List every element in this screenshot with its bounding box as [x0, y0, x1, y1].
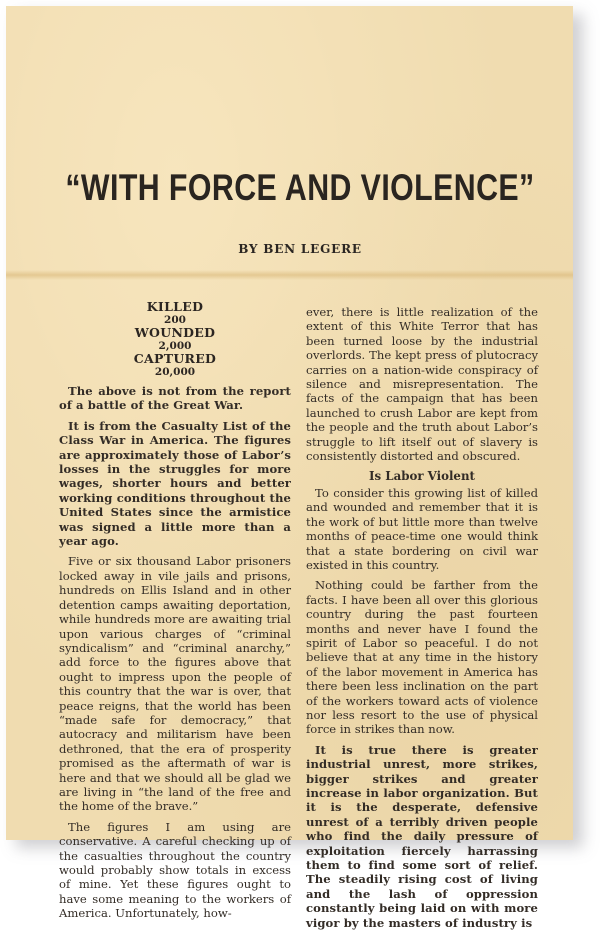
paragraph: It is from the Casualty List of the Class War in America. The figures are approximately those of Labor’s losses in the struggles for more wages, shorter hours and better working conditions throughout the United States since the armistice was signed a little more than a year ago. — [59, 418, 291, 549]
document-title: “WITH FORCE AND VIOLENCE” — [65, 167, 535, 208]
casualty-value-killed: 200 — [164, 314, 186, 326]
paragraph: Five or six thousand Labor prisoners locked away in vile jails and prisons, hundreds on Ellis Island and in other detention camps awaiting deportation, while hundreds more are awaiting trial upon various charges of “criminal syndicalism” and “criminal anarchy,” add force to the figures above that ought to impress upon the people of this country that the war is over, that peace reigns, that the world has been “made safe for democracy,” that autocracy and militarism have been dethroned, that the era of prosperity promised as the aftermath of war is here and that we should all be glad we are living in “the land of the free and the home of the brave.” — [59, 554, 291, 814]
paragraph: Nothing could be farther from the facts. I have been all over this glorious country during the past fourteen months and never have I found the spirit of Labor so peaceful. I do not believe that at any time in the history of the labor movement in America has there been less inclination on the part of the workers toward acts of violence nor less resort to the use of physical force in strikes than now. — [306, 578, 538, 737]
casualty-list — [59, 300, 291, 378]
right-column — [306, 305, 538, 936]
section-heading: Is Labor Violent — [369, 469, 475, 484]
paragraph: The above is not from the report of a battle of the Great War. — [59, 384, 291, 413]
casualty-label-killed: KILLED — [146, 299, 204, 314]
paragraph: To consider this growing list of killed and wounded and remember that it is the work of but little more than twelve months of peace-time one would think that a state bordering on civil war existed in this country. — [306, 485, 538, 572]
casualty-label-captured: CAPTURED — [133, 351, 217, 366]
casualty-label-wounded: WOUNDED — [134, 325, 216, 340]
left-column — [59, 300, 291, 927]
byline: BY BEN LEGERE — [238, 242, 362, 256]
paragraph: The figures I am using are conservative. A careful checking up of the casualties throughout the country would probably show totals in excess of mine. Yet these figures ought to have some meaning to the workers of America. Unfortunately, how- — [59, 819, 291, 921]
paper-fold-crease — [6, 270, 573, 280]
paragraph-continuation: ever, there is little realization of the extent of this White Terror that has been turned loose by the industrial overlords. The kept press of plutocracy carries on a nation-wide conspiracy of silence and misrepresentation. The facts of the campaign that has been launched to crush Labor are kept from the people and the truth about Labor’s struggle to lift itself out of slavery is consistently distorted and obscured. — [306, 305, 538, 464]
casualty-value-wounded: 2,000 — [158, 340, 192, 352]
paragraph: It is true there is greater industrial unrest, more strikes, bigger strikes and greater increase in labor organization. But it is the desperate, defensive unrest of a terribly driven people who find the daily pressure of exploitation fiercely harrassing them to find some sort of relief. The steadily rising cost of living and the lash of oppression constantly being laid on with more vigor by the masters of industry is — [306, 742, 538, 930]
casualty-value-captured: 20,000 — [154, 366, 196, 378]
